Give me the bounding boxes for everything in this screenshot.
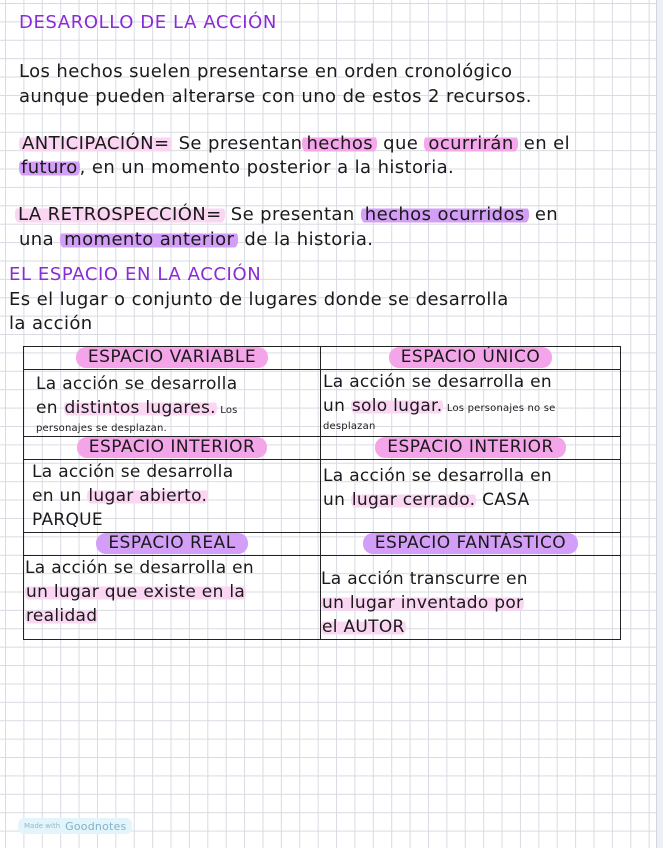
variable-highlight: distintos lugares.: [64, 398, 216, 418]
unique-space-header: ESPACIO ÚNICO: [389, 347, 553, 368]
retrospection-text-4: de la historia.: [238, 229, 374, 250]
anticipation-highlight-futuro: futuro: [21, 157, 78, 178]
cell-variable-body: [24, 370, 321, 437]
section-title-space: EL ESPACIO EN LA ACCIÓN: [9, 264, 262, 285]
anticipation-highlight-hechos: hechos: [302, 133, 377, 154]
interior-right-space-header: ESPACIO INTERIOR: [375, 437, 566, 458]
retrospection-text-3: una: [19, 229, 61, 250]
anticipation-text-3: en el: [517, 133, 571, 154]
anticipation-highlight-ocurriran: ocurrirán: [424, 133, 517, 154]
cell-real-body: [24, 556, 321, 640]
space-definition-line-1: Es el lugar o conjunto de lugares donde se desarrolla: [9, 289, 509, 310]
retrospection-text-2: en: [528, 204, 559, 225]
cell-interior-left-body: [24, 460, 321, 533]
anticipation-line-2: [19, 157, 454, 178]
page-edge: [656, 0, 663, 848]
table-row: [24, 533, 621, 556]
unique-note-start: Los personajes no se: [443, 403, 556, 414]
real-line-1: La acción se desarrolla en: [25, 558, 254, 578]
table-row: [24, 556, 621, 640]
cell-fantastic-header: [321, 533, 621, 556]
space-definition-line-2: la acción: [9, 313, 93, 334]
fantastic-line-1: La acción transcurre en: [321, 569, 528, 589]
interior-left-line-1: La acción se desarrolla: [32, 462, 234, 482]
anticipation-line-1: [19, 133, 570, 154]
unique-highlight: solo lugar.: [351, 396, 443, 416]
interior-right-line-2-start: un: [323, 490, 351, 510]
real-highlight: un lugar que existe en la: [26, 582, 246, 602]
fantastic-line-3: [321, 615, 618, 639]
interior-right-line-2: [323, 488, 618, 512]
interior-left-space-header: ESPACIO INTERIOR: [77, 437, 268, 458]
cell-unique-body: [321, 370, 621, 437]
section-title-action-development: DESAROLLO DE LA ACCIÓN: [19, 12, 277, 33]
retrospection-highlight-momento-anterior: momento anterior: [60, 229, 238, 250]
space-types-table: [23, 346, 621, 640]
variable-space-header: ESPACIO VARIABLE: [76, 347, 268, 368]
anticipation-text-4: , en un momento posterior a la historia.: [79, 157, 455, 178]
unique-line-1: La acción se desarrolla en: [323, 372, 552, 392]
interior-left-line-3: PARQUE: [32, 510, 103, 530]
cell-interior-right-body: [321, 460, 621, 533]
fantastic-highlight-end: el AUTOR: [322, 617, 405, 637]
real-line-2: [25, 580, 318, 604]
anticipation-label: ANTICIPACIÓN=: [19, 133, 172, 154]
real-space-header: ESPACIO REAL: [96, 533, 247, 554]
goodnotes-watermark: [18, 818, 132, 834]
anticipation-text-1: Se presentan: [172, 133, 303, 154]
interior-right-highlight: lugar cerrado.: [351, 490, 476, 510]
cell-variable-header: [24, 347, 321, 370]
intro-line-1: Los hechos suelen presentarse en orden cronológico: [19, 61, 513, 82]
interior-left-line-2-start: en un: [32, 486, 88, 506]
interior-left-highlight: lugar abierto.: [88, 486, 208, 506]
anticipation-text-2: que: [377, 133, 425, 154]
real-highlight-end: realidad: [26, 606, 98, 626]
cell-fantastic-body: [321, 556, 621, 640]
unique-line-2: [323, 394, 618, 421]
interior-right-line-1: La acción se desarrolla en: [323, 466, 552, 486]
watermark-made-with: Made with: [24, 822, 61, 830]
unique-line-2-start: un: [323, 396, 351, 416]
variable-note-start: Los: [216, 405, 238, 416]
table-row: [24, 460, 621, 533]
retrospection-line-1: [15, 204, 558, 225]
fantastic-line-2: [321, 591, 618, 615]
cell-unique-header: [321, 347, 621, 370]
table-row: [24, 370, 621, 437]
retrospection-label: LA RETROSPECCIÓN=: [15, 204, 225, 225]
retrospection-highlight-hechos-ocurridos: hechos ocurridos: [361, 204, 529, 225]
fantastic-highlight: un lugar inventado por: [322, 593, 524, 613]
table-row: [24, 437, 621, 460]
unique-note: desplazan: [323, 421, 376, 432]
cell-real-header: [24, 533, 321, 556]
variable-line-2-start: en: [36, 398, 64, 418]
variable-note: personajes se desplazan.: [36, 423, 167, 434]
cell-interior-right-header: [321, 437, 621, 460]
watermark-brand: Goodnotes: [65, 819, 127, 833]
interior-right-line-2-end: CASA: [476, 490, 530, 510]
fantastic-space-header: ESPACIO FANTÁSTICO: [363, 533, 578, 554]
intro-line-2: aunque pueden alterarse con uno de estos 2 recursos.: [19, 86, 532, 107]
table-row: [24, 347, 621, 370]
retrospection-line-2: [19, 229, 373, 250]
cell-interior-left-header: [24, 437, 321, 460]
retrospection-text-1: Se presentan: [224, 204, 361, 225]
real-line-3: [25, 604, 318, 628]
variable-line-1: La acción se desarrolla: [36, 374, 238, 394]
variable-line-2: [36, 396, 318, 423]
interior-left-line-2: [32, 484, 318, 508]
